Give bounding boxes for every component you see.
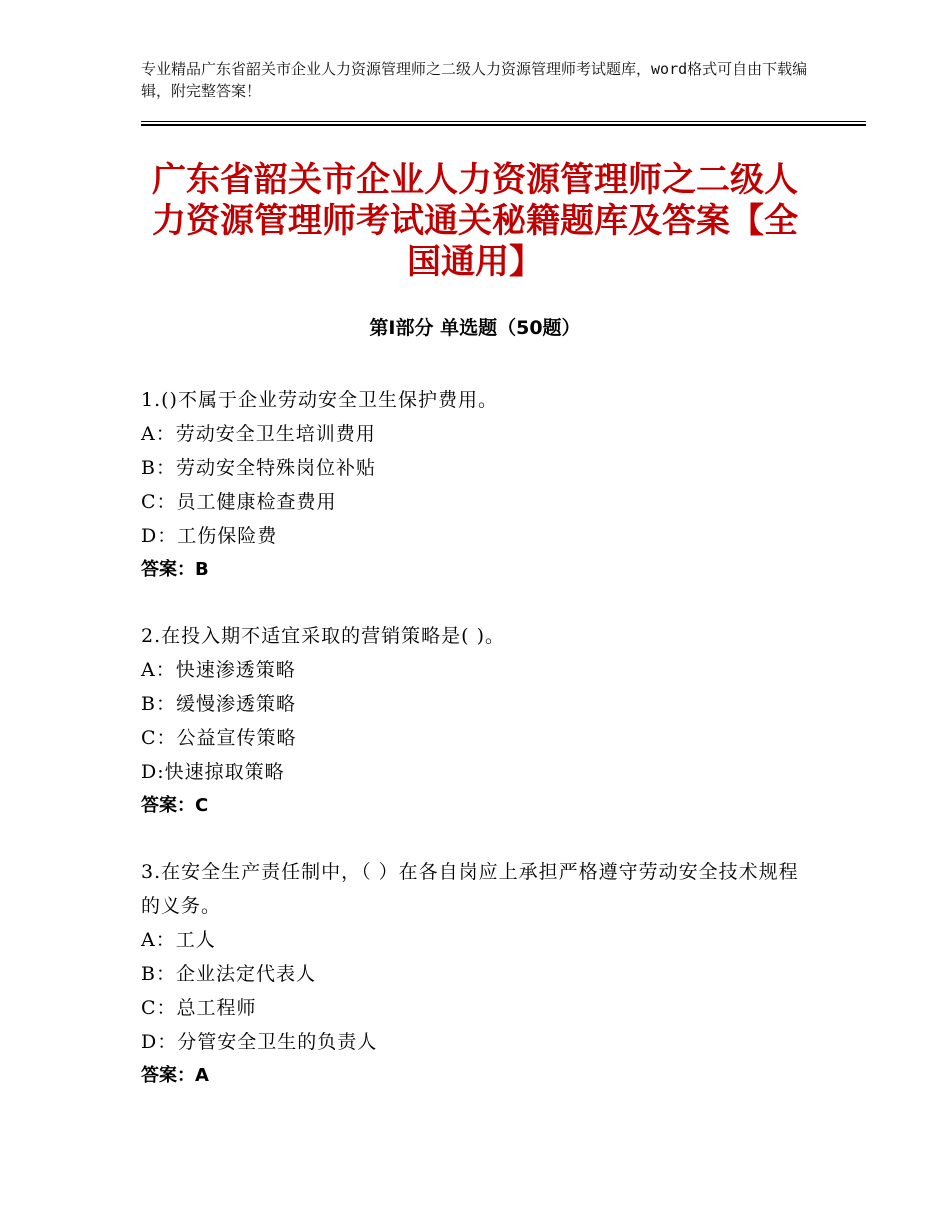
question-3 bbox=[141, 855, 813, 1093]
section-title: 第Ⅰ部分 单选题（50题） bbox=[369, 317, 581, 339]
question-stem: 1.()不属于企业劳动安全卫生保护费用。 bbox=[141, 389, 498, 411]
question-stem: 3.在安全生产责任制中，（ ）在各自岗应上承担严格遵守劳动安全技术规程的义务。 bbox=[141, 861, 799, 917]
option-c: C：总工程师 bbox=[141, 997, 257, 1019]
option-c: C：员工健康检查费用 bbox=[141, 491, 337, 513]
answer-key: 答案：C bbox=[141, 795, 209, 816]
question-list bbox=[141, 383, 813, 1125]
question-stem: 2.在投入期不适宜采取的营销策略是( )。 bbox=[141, 625, 505, 647]
option-b: B：缓慢渗透策略 bbox=[141, 693, 296, 715]
option-d: D：工伤保险费 bbox=[141, 525, 278, 547]
answer-key: 答案：A bbox=[141, 1065, 209, 1086]
option-a: A：快速渗透策略 bbox=[141, 659, 296, 681]
option-a: A：劳动安全卫生培训费用 bbox=[141, 423, 376, 445]
question-1 bbox=[141, 383, 813, 587]
option-d: D：分管安全卫生的负责人 bbox=[141, 1031, 378, 1053]
header-divider-thick bbox=[141, 124, 866, 126]
header-divider-thin bbox=[141, 121, 866, 122]
option-b: B：企业法定代表人 bbox=[141, 963, 316, 985]
question-2 bbox=[141, 619, 813, 823]
header-note: 专业精品广东省韶关市企业人力资源管理师之二级人力资源管理师考试题库，word格式可自由下载编辑，附完整答案！ bbox=[141, 60, 808, 100]
document-title: 广东省韶关市企业人力资源管理师之二级人力资源管理师考试通关秘籍题库及答案【全国通用】 bbox=[152, 160, 798, 282]
option-d: D:快速掠取策略 bbox=[141, 761, 285, 783]
option-b: B：劳动安全特殊岗位补贴 bbox=[141, 457, 376, 479]
answer-key: 答案：B bbox=[141, 559, 209, 580]
option-a: A：工人 bbox=[141, 929, 216, 951]
option-c: C：公益宣传策略 bbox=[141, 727, 297, 749]
